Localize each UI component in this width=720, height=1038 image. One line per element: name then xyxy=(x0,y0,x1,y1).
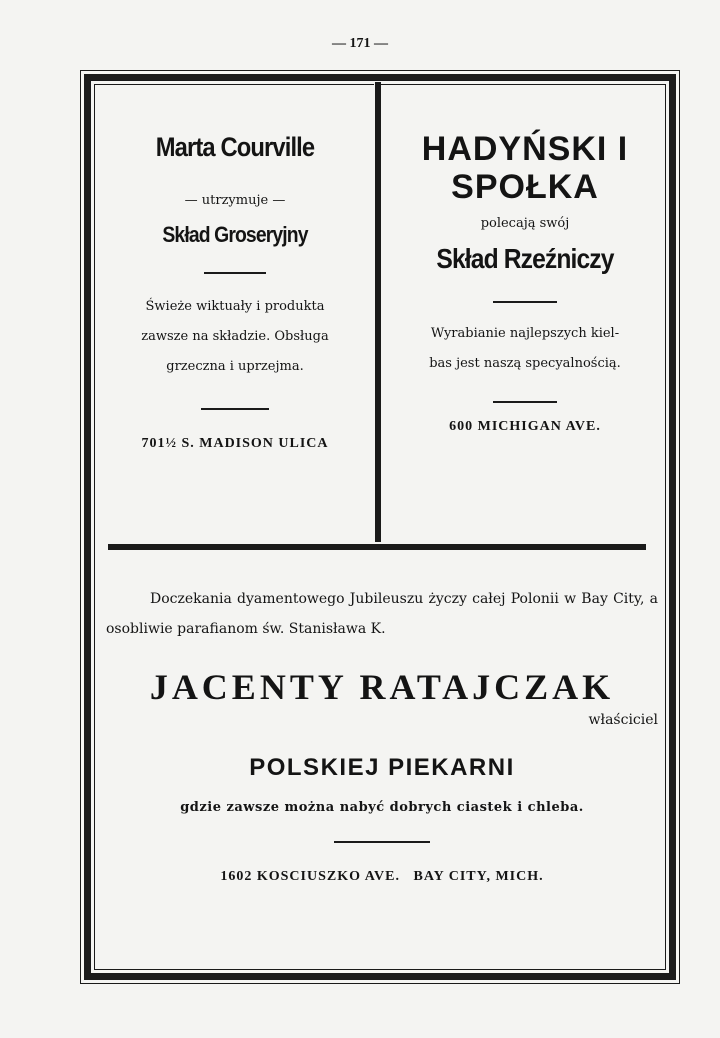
ad-bakery-business: POLSKIEJ PIEKARNI xyxy=(249,754,515,781)
ad-butcher-address: 600 MICHIGAN AVE. xyxy=(449,419,601,434)
ad-butcher-name-line1: HADYŃSKI I xyxy=(421,130,629,168)
ad-bakery-name: JACENTY RATAJCZAK xyxy=(149,667,615,707)
ad-butcher-rule xyxy=(493,401,557,403)
ad-butcher-desc-line: bas jest naszą specyalnością. xyxy=(429,356,621,371)
ad-butcher-verb: polecają swój xyxy=(480,216,570,231)
ad-grocery-address: 701½ S. MADISON ULICA xyxy=(141,436,329,451)
ad-butcher-name-line2: SPOŁKA xyxy=(451,168,599,206)
ad-grocery-rule xyxy=(201,408,269,410)
ad-grocery-desc-line: Świeże wiktuały i produkta xyxy=(145,299,325,314)
vertical-divider xyxy=(374,82,381,542)
ad-grocery-rule xyxy=(204,272,266,274)
ad-grocery xyxy=(104,132,366,452)
ad-butcher-desc-line: Wyrabianie najlepszych kiel- xyxy=(430,326,620,341)
ad-bakery-greeting: Doczekania dyamentowego Jubileuszu życzy całej Polonii w Bay City, a osobliwie parafianom św. Stanisława K. xyxy=(106,591,658,637)
ad-grocery-business: Skład Groseryjny xyxy=(162,222,308,247)
ad-grocery-name: Marta Courville xyxy=(155,132,315,162)
ad-bakery-tagline: gdzie zawsze można nabyć dobrych ciastek i chleba. xyxy=(180,800,584,815)
ad-butcher-business: Skład Rzeźniczy xyxy=(436,243,614,274)
ad-butcher-description xyxy=(390,319,660,379)
ad-butcher xyxy=(390,130,660,435)
ad-grocery-desc-line: grzeczna i uprzejma. xyxy=(166,359,304,374)
ad-grocery-description xyxy=(104,292,366,382)
ad-bakery xyxy=(106,584,658,885)
horizontal-divider xyxy=(108,543,646,550)
ad-bakery-role: właściciel xyxy=(588,712,658,728)
page-number: — 171 — xyxy=(332,36,388,51)
ad-grocery-desc-line: zawsze na składzie. Obsługa xyxy=(141,329,329,344)
ad-bakery-rule xyxy=(334,841,430,843)
ad-butcher-rule xyxy=(493,301,557,303)
ad-bakery-address: 1602 KOSCIUSZKO AVE. BAY CITY, MICH. xyxy=(220,869,544,884)
ad-grocery-verb: — utrzymuje — xyxy=(184,193,286,208)
